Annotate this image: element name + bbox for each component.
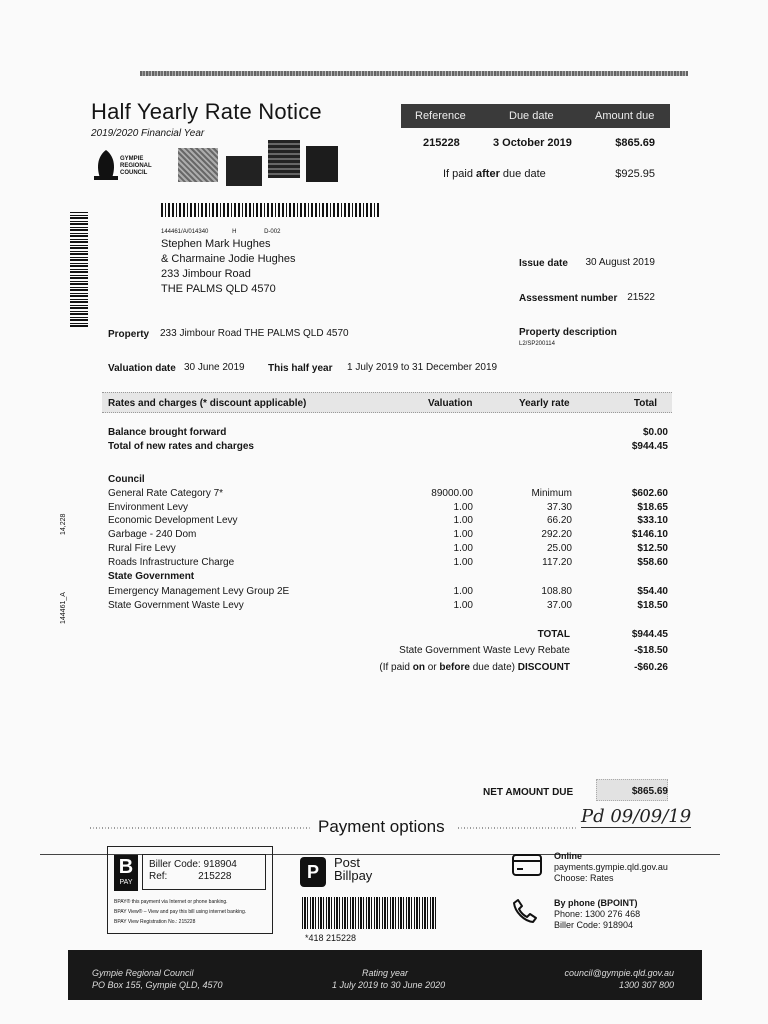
footer-po-box: PO Box 155, Gympie QLD, 4570 bbox=[92, 980, 223, 990]
late-prefix: If paid bbox=[443, 168, 477, 180]
discount-or: or bbox=[424, 662, 440, 673]
charge-row bbox=[108, 502, 668, 516]
half-year-label: This half year bbox=[268, 363, 333, 374]
discount-before: before bbox=[439, 662, 470, 673]
charge-valuation: 89000.00 bbox=[431, 488, 473, 499]
footer-phone: 1300 307 800 bbox=[618, 980, 674, 990]
bpay-ref-label: Ref: bbox=[149, 871, 168, 882]
charge-row bbox=[108, 557, 668, 571]
charge-name: General Rate Category 7* bbox=[108, 488, 224, 499]
discount-prefix: (If paid bbox=[379, 662, 413, 673]
balance-row bbox=[108, 427, 668, 441]
issue-date-label: Issue date bbox=[519, 258, 568, 269]
property-description: L2/SP200114 bbox=[519, 341, 555, 347]
charge-total: $33.10 bbox=[637, 515, 668, 527]
charge-total: $58.60 bbox=[637, 556, 668, 568]
phone-heading: By phone (BPOINT) bbox=[554, 898, 638, 908]
summary-reference: 215228 bbox=[423, 137, 460, 149]
payment-heading: Payment options bbox=[318, 817, 445, 836]
bpay-details bbox=[142, 854, 266, 890]
online-url[interactable]: payments.gympie.qld.gov.au bbox=[554, 862, 668, 872]
postal-barcode bbox=[161, 203, 379, 217]
charge-name: Roads Infrastructure Charge bbox=[108, 556, 235, 568]
summary-col-due-date: Due date bbox=[509, 110, 554, 122]
charge-total: $12.50 bbox=[637, 542, 668, 554]
charge-rate: 108.80 bbox=[541, 586, 572, 597]
card-icon bbox=[512, 854, 542, 876]
bpay-ref: 215228 bbox=[198, 871, 232, 882]
council-heading: Council bbox=[108, 474, 145, 485]
summary-col-reference: Reference bbox=[415, 110, 466, 122]
post-title-1: Post bbox=[334, 855, 361, 870]
charge-total: $18.50 bbox=[637, 599, 668, 611]
discount-mid: due date) bbox=[469, 662, 518, 673]
valuation-date-label: Valuation date bbox=[108, 363, 176, 374]
assessment-label: Assessment number bbox=[519, 293, 618, 304]
charge-name: Rural Fire Levy bbox=[108, 542, 176, 554]
phone-icon bbox=[512, 898, 538, 929]
council-logo bbox=[92, 148, 172, 184]
charge-rate: 37.30 bbox=[546, 501, 572, 513]
discount-label: DISCOUNT bbox=[517, 662, 570, 673]
bpay-logo-letter: B bbox=[118, 856, 134, 878]
col-valuation: Valuation bbox=[428, 398, 473, 409]
charge-valuation: 1.00 bbox=[453, 501, 473, 513]
charge-valuation: 1.00 bbox=[453, 542, 473, 554]
charge-row bbox=[108, 543, 668, 557]
bpay-note-1: BPAY® this payment via Internet or phone banking. bbox=[114, 899, 228, 905]
charge-rate: 292.20 bbox=[541, 529, 572, 541]
net-amount-label: NET AMOUNT DUE bbox=[483, 787, 574, 798]
charge-name: Economic Development Levy bbox=[108, 515, 238, 527]
charge-name: Emergency Management Levy Group 2E bbox=[108, 586, 290, 597]
discount-on: on bbox=[412, 662, 425, 673]
charge-valuation: 1.00 bbox=[453, 556, 473, 568]
addressee-block bbox=[161, 237, 296, 297]
online-choose: Choose: Rates bbox=[554, 873, 614, 883]
charge-valuation: 1.00 bbox=[453, 599, 473, 611]
footer-email: council@gympie.qld.gov.au bbox=[564, 968, 674, 978]
post-title-2: Billpay bbox=[334, 868, 373, 883]
council-heading-row bbox=[108, 474, 668, 488]
col-yearly-rate: Yearly rate bbox=[519, 398, 570, 409]
charge-valuation: 1.00 bbox=[453, 529, 473, 541]
charge-rate: Minimum bbox=[531, 488, 572, 499]
total-value: $944.45 bbox=[631, 629, 668, 640]
property-description-label: Property description bbox=[519, 327, 617, 338]
footer-rating-period: 1 July 2019 to 30 June 2020 bbox=[332, 980, 446, 990]
phone-line: Phone: 1300 276 468 bbox=[554, 909, 641, 919]
charge-valuation: 1.00 bbox=[453, 515, 473, 527]
scan-block-3 bbox=[268, 140, 300, 178]
rebate-label: State Government Waste Levy Rebate bbox=[399, 645, 570, 656]
charge-row bbox=[108, 515, 668, 529]
bpay-note-2: BPAY View® – View and pay this bill using internet banking. bbox=[114, 909, 247, 915]
col-total: Total bbox=[633, 398, 657, 409]
charges-table-header bbox=[102, 392, 672, 413]
state-heading-row bbox=[108, 571, 668, 585]
summary-col-amount-due: Amount due bbox=[595, 110, 655, 122]
scan-noise-top bbox=[140, 71, 688, 76]
scan-block-2 bbox=[226, 156, 262, 186]
late-payment-amount: $925.95 bbox=[615, 168, 655, 180]
charge-valuation: 1.00 bbox=[453, 586, 473, 597]
payment-rule-right bbox=[458, 827, 578, 829]
summary-header bbox=[401, 104, 670, 128]
post-barcode-number: *418 215228 bbox=[305, 933, 357, 943]
council-logo-text: GYMPIE REGIONAL COUNCIL bbox=[120, 156, 152, 176]
charge-row bbox=[108, 600, 668, 614]
footer-org: Gympie Regional Council bbox=[92, 968, 194, 978]
late-bold: after bbox=[476, 168, 500, 180]
addressee-street: 233 Jimbour Road bbox=[161, 268, 251, 280]
col-charges: Rates and charges (* discount applicable) bbox=[108, 398, 307, 409]
page-title: Half Yearly Rate Notice bbox=[91, 99, 322, 124]
summary-amount-due: $865.69 bbox=[615, 137, 655, 149]
summary-due-date: 3 October 2019 bbox=[493, 137, 572, 149]
bpay-logo bbox=[114, 855, 138, 891]
online-block bbox=[554, 851, 668, 884]
post-billpay-title bbox=[334, 856, 372, 882]
new-total-value: $944.45 bbox=[631, 441, 668, 452]
payment-rule-left bbox=[90, 827, 310, 829]
charge-rate: 37.00 bbox=[546, 599, 572, 611]
post-barcode bbox=[302, 897, 438, 929]
charge-rate: 25.00 bbox=[546, 542, 572, 554]
property-address: 233 Jimbour Road THE PALMS QLD 4570 bbox=[160, 328, 349, 339]
new-total-label: Total of new rates and charges bbox=[108, 441, 254, 452]
online-heading: Online bbox=[554, 851, 583, 861]
discount-line bbox=[379, 662, 570, 673]
bpay-biller-label: Biller Code: bbox=[149, 859, 201, 870]
handwritten-note: Pd 09/09/19 bbox=[581, 806, 692, 827]
charge-rate: 66.20 bbox=[546, 515, 572, 527]
issue-date: 30 August 2019 bbox=[585, 257, 655, 268]
post-logo-letter: P bbox=[306, 862, 319, 882]
assessment-number: 21522 bbox=[627, 292, 655, 303]
addressee-town: THE PALMS QLD 4570 bbox=[161, 283, 276, 295]
mail-code-1: 144461/A/014340 bbox=[161, 229, 209, 235]
balance-label: Balance brought forward bbox=[108, 427, 227, 438]
post-logo bbox=[300, 857, 326, 887]
side-code-1: 14,228 bbox=[60, 513, 67, 535]
addressee-name-1: Stephen Mark Hughes bbox=[161, 238, 271, 250]
online-icon bbox=[512, 854, 542, 881]
council-crest-icon bbox=[92, 148, 120, 182]
state-heading: State Government bbox=[108, 571, 195, 582]
charge-row bbox=[108, 529, 668, 543]
mail-code-2: H bbox=[232, 229, 237, 235]
telephone-icon bbox=[512, 898, 538, 924]
balance-value: $0.00 bbox=[642, 427, 668, 438]
charge-row bbox=[108, 586, 668, 600]
financial-year: 2019/2020 Financial Year bbox=[91, 128, 205, 139]
charge-name: Garbage - 240 Dom bbox=[108, 529, 197, 541]
bpay-biller-code: 918904 bbox=[203, 859, 237, 870]
late-payment-label bbox=[443, 168, 546, 180]
charge-total: $602.60 bbox=[631, 488, 668, 499]
half-year-period: 1 July 2019 to 31 December 2019 bbox=[347, 362, 498, 373]
valuation-date: 30 June 2019 bbox=[184, 362, 245, 373]
mail-code bbox=[161, 229, 280, 235]
bpay-logo-pay: PAY bbox=[119, 879, 133, 886]
addressee-name-2: & Charmaine Jodie Hughes bbox=[161, 253, 296, 265]
bpay-notes bbox=[114, 897, 246, 927]
scan-block-4 bbox=[306, 146, 338, 182]
charge-name: Environment Levy bbox=[108, 501, 189, 513]
total-label: TOTAL bbox=[537, 629, 570, 640]
rebate-value: -$18.50 bbox=[634, 645, 668, 656]
net-amount-value: $865.69 bbox=[631, 786, 668, 797]
charge-total: $54.40 bbox=[637, 586, 668, 597]
charge-rate: 117.20 bbox=[542, 556, 572, 568]
footer-bar bbox=[68, 950, 702, 1000]
scan-block-1 bbox=[178, 148, 218, 182]
late-suffix: due date bbox=[499, 168, 546, 180]
phone-biller: Biller Code: 918904 bbox=[554, 920, 634, 930]
charge-row bbox=[108, 488, 668, 502]
discount-value: -$60.26 bbox=[634, 662, 668, 673]
side-barcode bbox=[70, 212, 88, 327]
charge-name: State Government Waste Levy bbox=[108, 599, 244, 611]
bpay-note-3: BPAY View Registration No.: 215228 bbox=[114, 919, 196, 925]
charge-total: $18.65 bbox=[637, 501, 668, 513]
new-total-row bbox=[108, 441, 668, 455]
side-code-2: 144461_A bbox=[60, 592, 67, 624]
mail-code-3: D-002 bbox=[264, 229, 281, 235]
bpay-box bbox=[107, 846, 273, 934]
footer-rating-label: Rating year bbox=[362, 968, 409, 978]
phone-block bbox=[554, 898, 640, 931]
property-label: Property bbox=[108, 329, 150, 340]
charge-total: $146.10 bbox=[631, 529, 668, 541]
